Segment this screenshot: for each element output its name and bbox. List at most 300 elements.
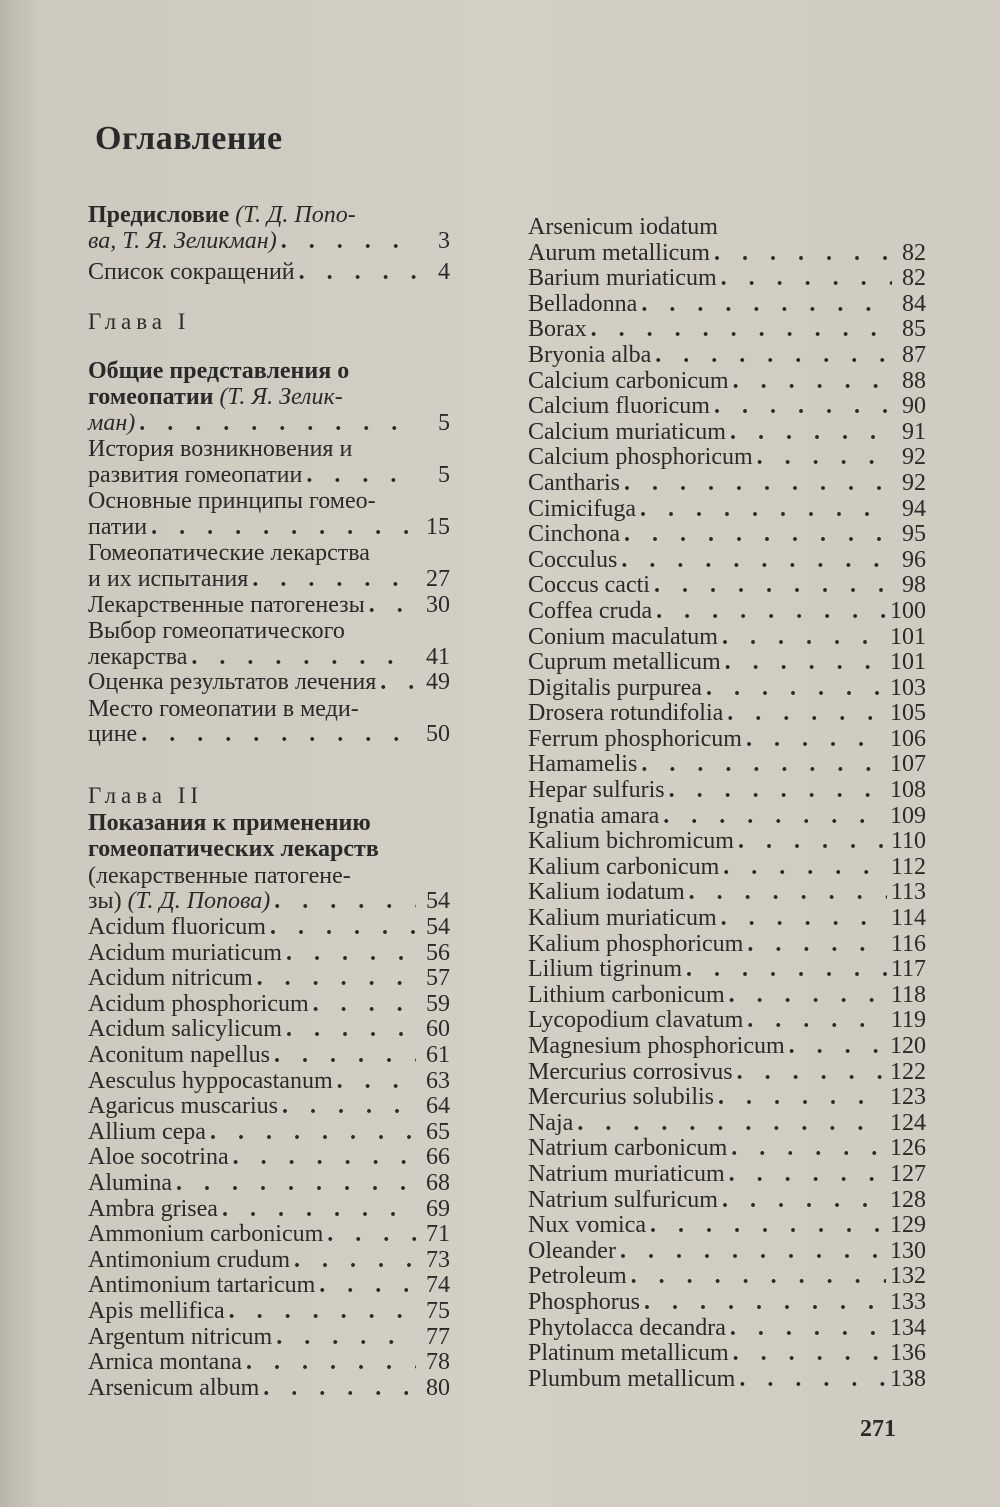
- remedy-name: Borax: [528, 316, 587, 343]
- toc-entry: [88, 1069, 450, 1095]
- leader-dots: [722, 1188, 886, 1214]
- remedy-page: 120: [890, 1033, 926, 1059]
- remedy-name: Cuprum metallicum: [528, 649, 721, 676]
- leader-dots: [747, 1008, 887, 1034]
- leader-dots: [730, 1316, 886, 1342]
- remedy-name: Kalium iodatum: [528, 879, 685, 906]
- leader-dots: [327, 1222, 416, 1248]
- toc-entry: [528, 317, 926, 343]
- remedy-name: Kalium bichromicum: [528, 828, 734, 855]
- toc-entry-multiline: [88, 488, 450, 540]
- remedy-page: 63: [426, 1067, 450, 1094]
- toc-entry: [528, 1085, 926, 1111]
- remedy-page: 105: [890, 700, 926, 727]
- chapter-2-heading: [88, 810, 450, 915]
- remedy-name: Ambra grisea: [88, 1195, 218, 1222]
- remedy-page: 110: [890, 828, 926, 855]
- leader-dots: [655, 343, 892, 369]
- toc-entry: [528, 1188, 926, 1214]
- toc-entry: [88, 645, 450, 671]
- toc-entry: [528, 394, 926, 420]
- toc-entry: [528, 1162, 926, 1188]
- leader-dots: [686, 957, 887, 983]
- toc-entry: [88, 463, 450, 489]
- toc-entry: [528, 1136, 926, 1162]
- toc-entry: [528, 1290, 926, 1316]
- remedy-page: 59: [426, 990, 450, 1017]
- remedy-name: Lilium tigrinum: [528, 956, 682, 983]
- toc-entry: [88, 1017, 450, 1043]
- remedy-name: Nux vomica: [528, 1212, 646, 1239]
- remedy-page: 98: [902, 572, 926, 599]
- remedy-page: 84: [902, 290, 926, 317]
- remedy-page: 69: [426, 1195, 450, 1222]
- leader-dots: [737, 1060, 886, 1086]
- chapter-1-items: [88, 436, 450, 748]
- leader-dots: [577, 1111, 886, 1137]
- remedy-page: 109: [890, 802, 926, 829]
- leader-dots: [722, 625, 886, 651]
- entry-line: цине: [88, 721, 138, 748]
- leader-dots: [621, 548, 892, 574]
- remedy-name: Aesculus hyppocastanum: [88, 1067, 333, 1094]
- remedy-page: 126: [890, 1135, 926, 1162]
- leader-dots: [274, 889, 416, 915]
- toc-entry-abbrev: [88, 260, 450, 286]
- remedy-name: Cinchona: [528, 521, 620, 548]
- leader-dots: [313, 992, 416, 1018]
- chapter-2-heading-line-2: гомеопатических лекарств: [88, 836, 379, 863]
- chapter-1-heading-page: 5: [438, 409, 450, 436]
- remedy-name: Arsenicum album: [88, 1374, 260, 1401]
- leader-dots: [620, 1239, 886, 1265]
- remedy-page: 57: [426, 965, 450, 992]
- remedy-name: Lycopodium clavatum: [528, 1007, 744, 1034]
- leader-dots: [286, 941, 416, 967]
- chapter-2-label: Глава II: [88, 782, 204, 808]
- page-number: 271: [860, 1416, 896, 1442]
- remedy-page: 132: [890, 1263, 926, 1290]
- toc-entry: [528, 292, 926, 318]
- leader-dots: [282, 1094, 416, 1120]
- toc-entry: [88, 1171, 450, 1197]
- entry-line: и их испытания: [88, 565, 249, 592]
- toc-entry: [528, 727, 926, 753]
- leader-dots: [252, 567, 416, 593]
- toc-entry-multiline: [88, 696, 450, 748]
- toc-entry: [528, 957, 926, 983]
- remedy-name: Ammonium carbonicum: [88, 1221, 324, 1248]
- preface-page: 3: [438, 227, 450, 254]
- toc-entry: [528, 241, 926, 267]
- remedy-name: Coccus cacti: [528, 572, 650, 599]
- remedy-page: 68: [426, 1169, 450, 1196]
- toc-entry: [528, 701, 926, 727]
- remedy-name: Phosphorus: [528, 1288, 641, 1315]
- remedy-page: 124: [890, 1109, 926, 1136]
- leader-dots: [276, 1325, 416, 1351]
- leader-dots: [738, 829, 887, 855]
- remedy-name: Aurum metallicum: [528, 239, 710, 266]
- remedy-page: 60: [426, 1016, 450, 1043]
- toc-entry: [528, 625, 926, 651]
- leader-dots: [721, 906, 887, 932]
- toc-entry: [88, 1094, 450, 1120]
- remedy-name: Natrium carbonicum: [528, 1135, 728, 1162]
- remedy-name: Hamamelis: [528, 751, 638, 778]
- toc-entry: [528, 573, 926, 599]
- preface-authors-1: (Т. Д. Попо-: [235, 202, 356, 228]
- remedy-page: 128: [890, 1186, 926, 1213]
- toc-entry: [528, 343, 926, 369]
- toc-entry: [528, 1367, 926, 1393]
- leader-dots: [631, 1264, 886, 1290]
- leader-dots: [591, 317, 892, 343]
- remedy-name: Natrium muriaticum: [528, 1160, 725, 1187]
- remedy-name: Arnica montana: [88, 1349, 242, 1376]
- remedy-page: 130: [890, 1237, 926, 1264]
- leader-dots: [270, 915, 416, 941]
- remedy-name: Petroleum: [528, 1263, 627, 1290]
- remedy-page: 101: [890, 649, 926, 676]
- leader-dots: [141, 722, 416, 748]
- remedy-name: Digitalis purpurea: [528, 674, 702, 701]
- remedy-name: Cimicifuga: [528, 495, 636, 522]
- remedy-page: 61: [426, 1042, 450, 1068]
- remedy-name: Coffea cruda: [528, 597, 653, 624]
- remedy-name: Calcium fluoricum: [528, 393, 710, 420]
- remedy-page: 56: [426, 939, 450, 966]
- remedy-name: Apis mellifica: [88, 1297, 225, 1324]
- leader-dots: [714, 241, 892, 267]
- remedy-name: Natrium sulfuricum: [528, 1186, 718, 1213]
- remedy-page: 101: [890, 623, 926, 650]
- chapter-2-author: (Т. Д. Попова): [127, 888, 271, 915]
- entry-page: 5: [438, 461, 450, 488]
- leader-dots: [233, 1145, 416, 1171]
- toc-entry: [528, 548, 926, 574]
- toc-entry: [528, 829, 926, 855]
- remedy-page: 92: [902, 444, 926, 471]
- leader-dots: [654, 573, 892, 599]
- remedy-page: 96: [902, 546, 926, 573]
- toc-entry: [528, 676, 926, 702]
- remedy-page: 82: [902, 239, 926, 266]
- remedy-name: Conium maculatum: [528, 623, 718, 650]
- remedy-page: 73: [426, 1246, 450, 1273]
- remedy-name: Oleander: [528, 1237, 616, 1264]
- toc-entry: [88, 915, 450, 941]
- remedy-page: 106: [890, 725, 926, 752]
- toc-entry: [88, 1120, 450, 1146]
- leader-dots: [624, 522, 892, 548]
- leader-dots: [733, 369, 892, 395]
- leader-dots: [725, 650, 886, 676]
- remedy-page: 66: [426, 1144, 450, 1171]
- remedy-page: 112: [890, 853, 926, 880]
- leader-dots: [624, 471, 892, 497]
- entry-line: развития гомеопатии: [88, 461, 303, 488]
- leader-dots: [274, 1043, 416, 1069]
- remedy-page: 118: [890, 981, 926, 1008]
- toc-entry-multiline: [88, 618, 450, 670]
- leader-dots: [257, 966, 416, 992]
- chapter-1-heading-line-2: гомеопатии: [88, 384, 214, 411]
- leader-dots: [747, 932, 887, 958]
- leader-dots: [730, 420, 892, 446]
- chapter-1-author-2: ман): [88, 409, 136, 436]
- leader-dots: [723, 855, 887, 881]
- preface-authors-2: ва, Т. Я. Зеликман): [88, 227, 277, 254]
- leader-dots: [644, 1290, 886, 1316]
- chapter-1-heading: [88, 358, 450, 437]
- remedy-name: Cantharis: [528, 469, 620, 496]
- remedy-name: Drosera rotundifolia: [528, 700, 724, 727]
- toc-entry: [528, 420, 926, 446]
- remedy-page: 87: [902, 341, 926, 368]
- remedy-name: Plumbum metallicum: [528, 1365, 736, 1392]
- remedy-page: 65: [426, 1118, 450, 1145]
- toc-entry: [528, 880, 926, 906]
- leader-dots: [151, 515, 416, 541]
- page-title: Оглавление: [95, 120, 283, 157]
- entry-page: 49: [426, 669, 450, 696]
- entry-page: 50: [426, 721, 450, 748]
- remedy-page: 119: [890, 1007, 926, 1034]
- leader-dots: [210, 1120, 416, 1146]
- toc-entry: [88, 567, 450, 593]
- chapter-2-subheading-2: зы): [88, 888, 122, 915]
- toc-entry: [528, 445, 926, 471]
- remedy-name: Belladonna: [528, 290, 638, 317]
- remedy-page: 114: [890, 905, 926, 932]
- entry-line: патии: [88, 513, 148, 540]
- remedy-page: 91: [902, 418, 926, 445]
- remedy-page: 71: [426, 1221, 450, 1248]
- remedy-page: 108: [890, 777, 926, 804]
- leader-dots: [714, 394, 892, 420]
- toc-entry: [88, 1299, 450, 1325]
- toc-entry: [88, 1248, 450, 1274]
- toc-entry: [528, 522, 926, 548]
- remedy-name: Aloe socotrina: [88, 1144, 229, 1171]
- remedy-page: 78: [426, 1349, 450, 1376]
- chapter-1-label: Глава I: [88, 308, 191, 334]
- remedy-page: 88: [902, 367, 926, 394]
- leader-dots: [191, 645, 416, 671]
- remedy-name: Naja: [528, 1109, 574, 1136]
- abbrev-page: 4: [438, 259, 450, 286]
- toc-entry: [88, 1145, 450, 1171]
- leader-dots: [641, 292, 892, 318]
- leader-dots: [299, 260, 416, 286]
- leader-dots: [721, 266, 892, 292]
- toc-entry: [88, 670, 450, 696]
- remedy-name: Aconitum napellus: [88, 1042, 270, 1068]
- remedy-page: 127: [890, 1160, 926, 1187]
- toc-entry: [88, 1222, 450, 1248]
- leader-dots: [263, 1376, 416, 1402]
- leader-dots: [229, 1299, 416, 1325]
- toc-entry: [88, 1273, 450, 1299]
- leader-dots: [139, 411, 416, 437]
- toc-right-column: [528, 215, 926, 1392]
- toc-entry: [88, 1350, 450, 1376]
- right-remedy-list: [528, 215, 926, 1392]
- remedy-name: Kalium carbonicum: [528, 853, 720, 880]
- toc-entry-multiline: [88, 593, 450, 619]
- toc-entry: [528, 1111, 926, 1137]
- remedy-page: 116: [890, 930, 926, 957]
- remedy-page: 129: [890, 1212, 926, 1239]
- remedy-page: 117: [890, 956, 926, 983]
- leader-dots: [369, 593, 416, 619]
- remedy-name: Calcium muriaticum: [528, 418, 726, 445]
- toc-entry: [88, 966, 450, 992]
- remedy-name: Acidum salicylicum: [88, 1016, 282, 1043]
- toc-entry-preface: [88, 202, 450, 254]
- remedy-page: 77: [426, 1323, 450, 1350]
- leader-dots: [337, 1069, 416, 1095]
- leader-dots: [641, 752, 886, 778]
- remedy-name: Agaricus muscarius: [88, 1093, 278, 1120]
- remedy-page: 103: [890, 674, 926, 701]
- toc-entry: [88, 1197, 450, 1223]
- remedy-name: Kalium phosphoricum: [528, 930, 744, 957]
- remedy-name: Barium muriaticum: [528, 265, 717, 292]
- remedy-page: 100: [890, 597, 926, 624]
- entry-page: 41: [426, 643, 450, 670]
- entry-line: Выбор гомеопатического: [88, 618, 345, 645]
- remedy-page: 54: [426, 914, 450, 941]
- toc-entry: [528, 471, 926, 497]
- toc-entry: [88, 1376, 450, 1402]
- toc-left-column: [88, 202, 450, 1401]
- remedy-name: Argentum nitricum: [88, 1323, 273, 1350]
- remedy-name: Magnesium phosphoricum: [528, 1033, 785, 1059]
- leader-dots: [246, 1350, 416, 1376]
- entry-page: 15: [426, 513, 450, 540]
- entry-line: История возникновения и: [88, 436, 353, 463]
- toc-entry: [88, 992, 450, 1018]
- toc-entry: [528, 1008, 926, 1034]
- leader-dots: [729, 1162, 886, 1188]
- toc-entry: [528, 1060, 926, 1086]
- toc-entry: [88, 1325, 450, 1351]
- leader-dots: [689, 880, 887, 906]
- remedy-page: 94: [902, 495, 926, 522]
- remedy-name: Acidum nitricum: [88, 965, 253, 992]
- remedy-page: 82: [902, 265, 926, 292]
- leader-dots: [656, 599, 886, 625]
- entry-line: Основные принципы гомео-: [88, 488, 376, 515]
- entry-page: 30: [426, 591, 450, 618]
- toc-entry: [528, 497, 926, 523]
- remedy-name: Alumina: [88, 1169, 172, 1196]
- leader-dots: [650, 1213, 886, 1239]
- toc-entry-multiline: [88, 436, 450, 488]
- remedy-page: 136: [890, 1340, 926, 1367]
- remedy-page: 134: [890, 1314, 926, 1341]
- abbrev-title: Список сокращений: [88, 259, 295, 286]
- remedy-page: 90: [902, 393, 926, 420]
- remedy-name: Acidum fluoricum: [88, 914, 266, 941]
- remedy-page: 138: [890, 1365, 926, 1392]
- toc-entry: [528, 778, 926, 804]
- remedy-name: Lithium carbonicum: [528, 981, 725, 1008]
- toc-entry: [528, 804, 926, 830]
- toc-entry: [528, 650, 926, 676]
- remedy-name: Allium cepa: [88, 1118, 206, 1145]
- chapter-2-heading-line-1: Показания к применению: [88, 809, 371, 836]
- leader-dots: [739, 1367, 886, 1393]
- leader-dots: [663, 804, 886, 830]
- leader-dots: [733, 1341, 886, 1367]
- remedy-name: Antimonium tartaricum: [88, 1272, 316, 1299]
- remedy-name: Cocculus: [528, 546, 618, 573]
- entry-line: Оценка результатов лечения: [88, 669, 377, 696]
- remedy-name: Acidum muriaticum: [88, 939, 282, 966]
- left-remedy-list: [88, 915, 450, 1401]
- remedy-page: 80: [426, 1374, 450, 1401]
- remedy-page: 92: [902, 469, 926, 496]
- remedy-name: Kalium muriaticum: [528, 905, 717, 932]
- remedy-name: Ignatia amara: [528, 802, 660, 829]
- toc-entry: [528, 1034, 926, 1060]
- remedy-page: 123: [890, 1084, 926, 1111]
- remedy-page: 85: [902, 316, 926, 343]
- leader-dots: [789, 1034, 886, 1060]
- remedy-page: 113: [890, 879, 926, 906]
- remedy-name: Calcium phosphoricum: [528, 444, 753, 471]
- entry-line: Лекарственные патогенезы: [88, 591, 365, 618]
- remedy-name: Platinum metallicum: [528, 1340, 729, 1367]
- leader-dots: [729, 983, 887, 1009]
- toc-entry: [528, 599, 926, 625]
- toc-entry: [528, 1264, 926, 1290]
- preface-title: Предисловие: [88, 202, 230, 228]
- remedy-name: Ferrum phosphoricum: [528, 725, 742, 752]
- toc-entry: [528, 932, 926, 958]
- remedy-page: 122: [890, 1058, 926, 1085]
- remedy-name: Acidum phosphoricum: [88, 990, 309, 1017]
- entry-line: Место гомеопатии в меди-: [88, 695, 359, 722]
- toc-entry: [528, 1341, 926, 1367]
- remedy-name: Hepar sulfuris: [528, 777, 665, 804]
- leader-dots: [306, 463, 416, 489]
- leader-dots: [727, 701, 886, 727]
- entry-page: 27: [426, 565, 450, 592]
- leader-dots: [746, 727, 886, 753]
- toc-entry: [528, 906, 926, 932]
- chapter-2-heading-page: 54: [426, 888, 450, 915]
- remedy-name: Mercurius solubilis: [528, 1084, 714, 1111]
- remedy-name: Mercurius corrosivus: [528, 1058, 733, 1085]
- remedy-page: 75: [426, 1297, 450, 1324]
- toc-entry: [528, 983, 926, 1009]
- remedy-page: 133: [890, 1288, 926, 1315]
- remedy-page: 95: [902, 521, 926, 548]
- toc-entry: [528, 752, 926, 778]
- toc-entry: [528, 1213, 926, 1239]
- toc-entry: [528, 1316, 926, 1342]
- leader-dots: [176, 1171, 416, 1197]
- remedy-name: Arsenicum iodatum: [528, 214, 718, 240]
- toc-entry: [88, 515, 450, 541]
- entry-line: Гомеопатические лекарства: [88, 540, 370, 567]
- chapter-1-author-1: (Т. Я. Зелик-: [219, 384, 343, 411]
- toc-entry: [528, 855, 926, 881]
